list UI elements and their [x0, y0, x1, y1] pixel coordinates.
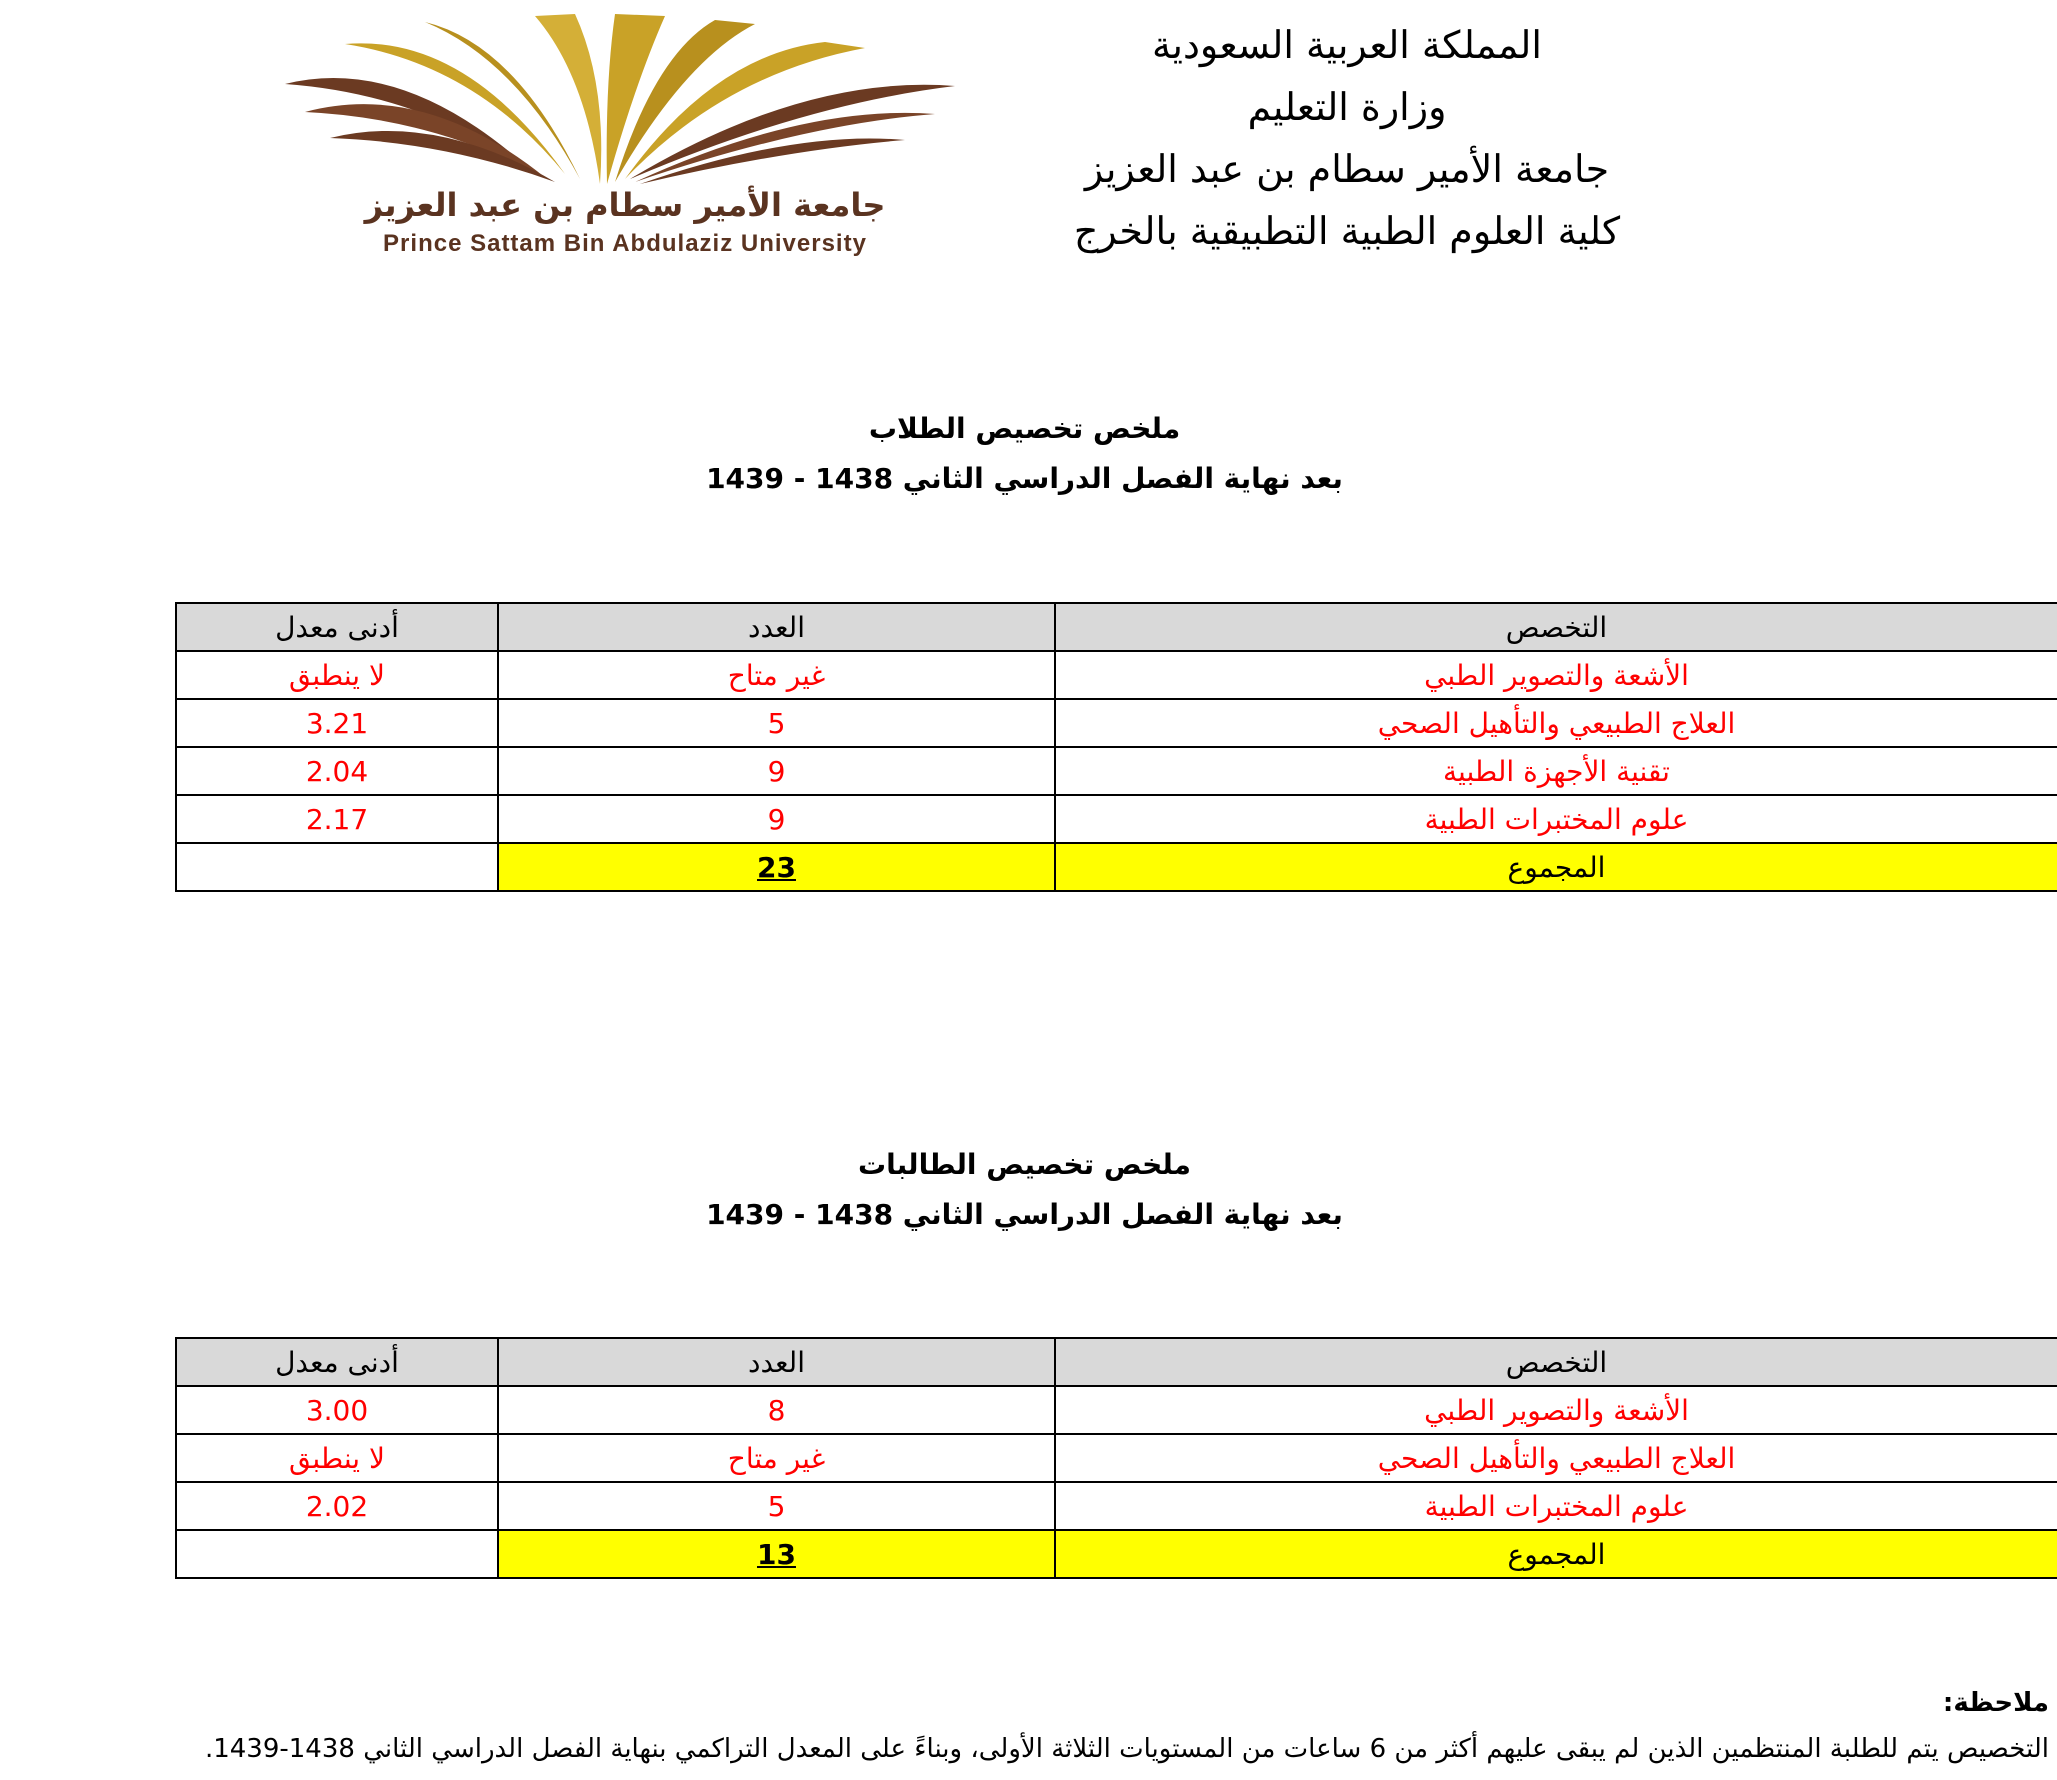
total-row — [176, 1530, 2057, 1578]
specialty-cell: الأشعة والتصوير الطبي — [1055, 651, 2057, 699]
logo-arabic-name: جامعة الأمير سطام بن عبد العزيز — [364, 186, 886, 224]
table-row — [176, 747, 2057, 795]
book-emblem-icon — [285, 14, 955, 194]
table-row — [176, 1386, 2057, 1434]
min-gpa-cell: 2.17 — [176, 795, 498, 843]
count-cell: 9 — [498, 747, 1055, 795]
institution-header — [897, 14, 1797, 262]
count-cell: 5 — [498, 699, 1055, 747]
specialty-cell: العلاج الطبيعي والتأهيل الصحي — [1055, 1434, 2057, 1482]
specialty-cell: تقنية الأجهزة الطبية — [1055, 747, 2057, 795]
total-label: المجموع — [1055, 843, 2057, 891]
specialty-cell: علوم المختبرات الطبية — [1055, 795, 2057, 843]
total-empty-cell — [176, 843, 498, 891]
table-row — [176, 1434, 2057, 1482]
count-cell: 8 — [498, 1386, 1055, 1434]
column-header-count: العدد — [498, 1338, 1055, 1386]
min-gpa-cell: 3.21 — [176, 699, 498, 747]
specialty-cell: علوم المختبرات الطبية — [1055, 1482, 2057, 1530]
male-section-heading — [0, 404, 2053, 504]
header-college: كلية العلوم الطبية التطبيقية بالخرج — [1073, 209, 1621, 253]
female-section-subtitle: بعد نهاية الفصل الدراسي الثاني 1438 - 1439 — [706, 1198, 1343, 1231]
table-row — [176, 795, 2057, 843]
min-gpa-cell: 3.00 — [176, 1386, 498, 1434]
header-ministry: وزارة التعليم — [1247, 85, 1447, 129]
count-cell: غير متاح — [498, 1434, 1055, 1482]
note-title: ملاحظة: — [1942, 1688, 2049, 1718]
female-section-title: ملخص تخصيص الطالبات — [857, 1148, 1192, 1181]
table-row — [176, 699, 2057, 747]
table-header-row — [176, 1338, 2057, 1386]
note-block — [9, 1680, 2049, 1772]
logo-english-name: Prince Sattam Bin Abdulaziz University — [383, 230, 867, 257]
university-logo — [285, 14, 955, 257]
min-gpa-cell: لا ينطبق — [176, 1434, 498, 1482]
count-cell: 9 — [498, 795, 1055, 843]
table-row — [176, 1482, 2057, 1530]
male-allocation-table — [175, 602, 2057, 892]
min-gpa-cell: لا ينطبق — [176, 651, 498, 699]
total-label: المجموع — [1055, 1530, 2057, 1578]
total-value: 23 — [498, 843, 1055, 891]
female-section-heading — [0, 1140, 2053, 1240]
male-section-title: ملخص تخصيص الطلاب — [868, 412, 1181, 445]
column-header-specialty: التخصص — [1055, 1338, 2057, 1386]
note-text: التخصيص يتم للطلبة المنتظمين الذين لم يبقى عليهم أكثر من 6 ساعات من المستويات الثلاثة الأولى، وبناءً على المعدل التراكمي بنهاية الفصل الدراسي الثاني 1438-1439. — [204, 1734, 2049, 1764]
min-gpa-cell: 2.04 — [176, 747, 498, 795]
table-header-row — [176, 603, 2057, 651]
specialty-cell: العلاج الطبيعي والتأهيل الصحي — [1055, 699, 2057, 747]
min-gpa-cell: 2.02 — [176, 1482, 498, 1530]
column-header-count: العدد — [498, 603, 1055, 651]
column-header-min-gpa: أدنى معدل — [176, 1338, 498, 1386]
count-cell: 5 — [498, 1482, 1055, 1530]
total-row — [176, 843, 2057, 891]
column-header-specialty: التخصص — [1055, 603, 2057, 651]
total-value: 13 — [498, 1530, 1055, 1578]
header-university: جامعة الأمير سطام بن عبد العزيز — [1084, 147, 1610, 191]
specialty-cell: الأشعة والتصوير الطبي — [1055, 1386, 2057, 1434]
table-row — [176, 651, 2057, 699]
female-allocation-table — [175, 1337, 2057, 1579]
total-empty-cell — [176, 1530, 498, 1578]
column-header-min-gpa: أدنى معدل — [176, 603, 498, 651]
header-country: المملكة العربية السعودية — [1152, 23, 1542, 67]
count-cell: غير متاح — [498, 651, 1055, 699]
male-section-subtitle: بعد نهاية الفصل الدراسي الثاني 1438 - 1439 — [706, 462, 1343, 495]
